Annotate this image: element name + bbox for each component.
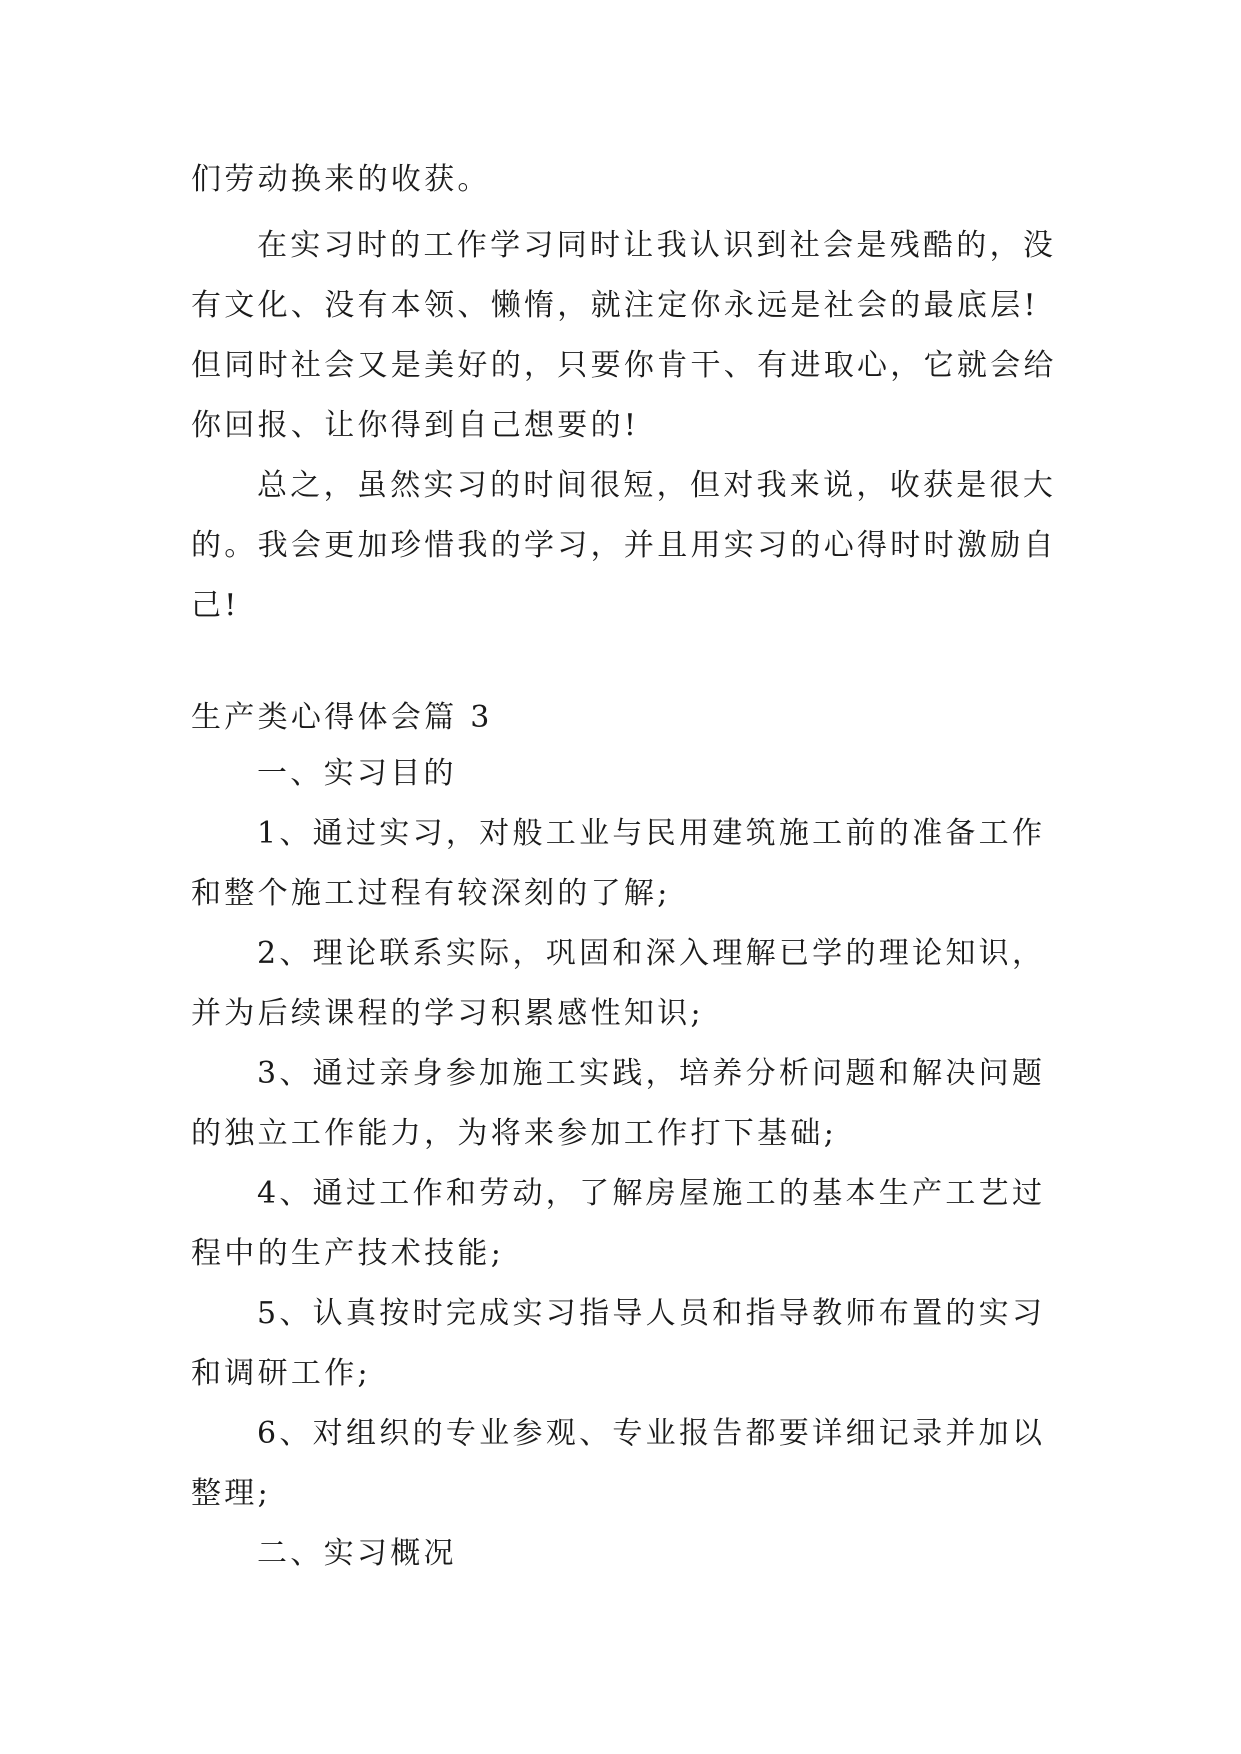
list-item-line: 2、理论联系实际，巩固和深入理解已学的理论知识， <box>257 936 1046 971</box>
paragraph-line: 己! <box>191 588 240 623</box>
section-heading: 一、实习目的 <box>257 756 457 791</box>
list-item-line: 和调研工作; <box>191 1356 371 1391</box>
list-item-line: 程中的生产技术技能; <box>191 1236 505 1271</box>
list-item-line: 3、通过亲身参加施工实践，培养分析问题和解决问题 <box>257 1056 1046 1091</box>
paragraph-line: 你回报、让你得到自己想要的! <box>191 408 640 443</box>
paragraph-line: 有文化、没有本领、懒惰，就注定你永远是社会的最底层! <box>191 288 1039 323</box>
list-item-line: 1、通过实习，对般工业与民用建筑施工前的准备工作 <box>257 816 1046 851</box>
section-heading: 二、实习概况 <box>257 1536 457 1571</box>
list-item-line: 和整个施工过程有较深刻的了解; <box>191 876 671 911</box>
list-item-line: 并为后续课程的学习积累感性知识; <box>191 996 704 1031</box>
list-item-line: 4、通过工作和劳动，了解房屋施工的基本生产工艺过 <box>257 1176 1046 1211</box>
paragraph-line: 但同时社会又是美好的，只要你肯干、有进取心，它就会给 <box>191 348 1057 383</box>
paragraph-line: 在实习时的工作学习同时让我认识到社会是残酷的，没 <box>257 228 1057 263</box>
list-item-line: 的独立工作能力，为将来参加工作打下基础; <box>191 1116 838 1151</box>
paragraph-line: 的。我会更加珍惜我的学习，并且用实习的心得时时激励自 <box>191 528 1057 563</box>
section-title: 生产类心得体会篇 3 <box>191 700 493 735</box>
list-item-line: 5、认真按时完成实习指导人员和指导教师布置的实习 <box>257 1296 1046 1331</box>
list-item-line: 整理; <box>191 1476 272 1511</box>
list-item-line: 6、对组织的专业参观、专业报告都要详细记录并加以 <box>257 1416 1046 1451</box>
paragraph-line: 们劳动换来的收获。 <box>191 162 491 197</box>
paragraph-line: 总之，虽然实习的时间很短，但对我来说，收获是很大 <box>257 468 1057 503</box>
